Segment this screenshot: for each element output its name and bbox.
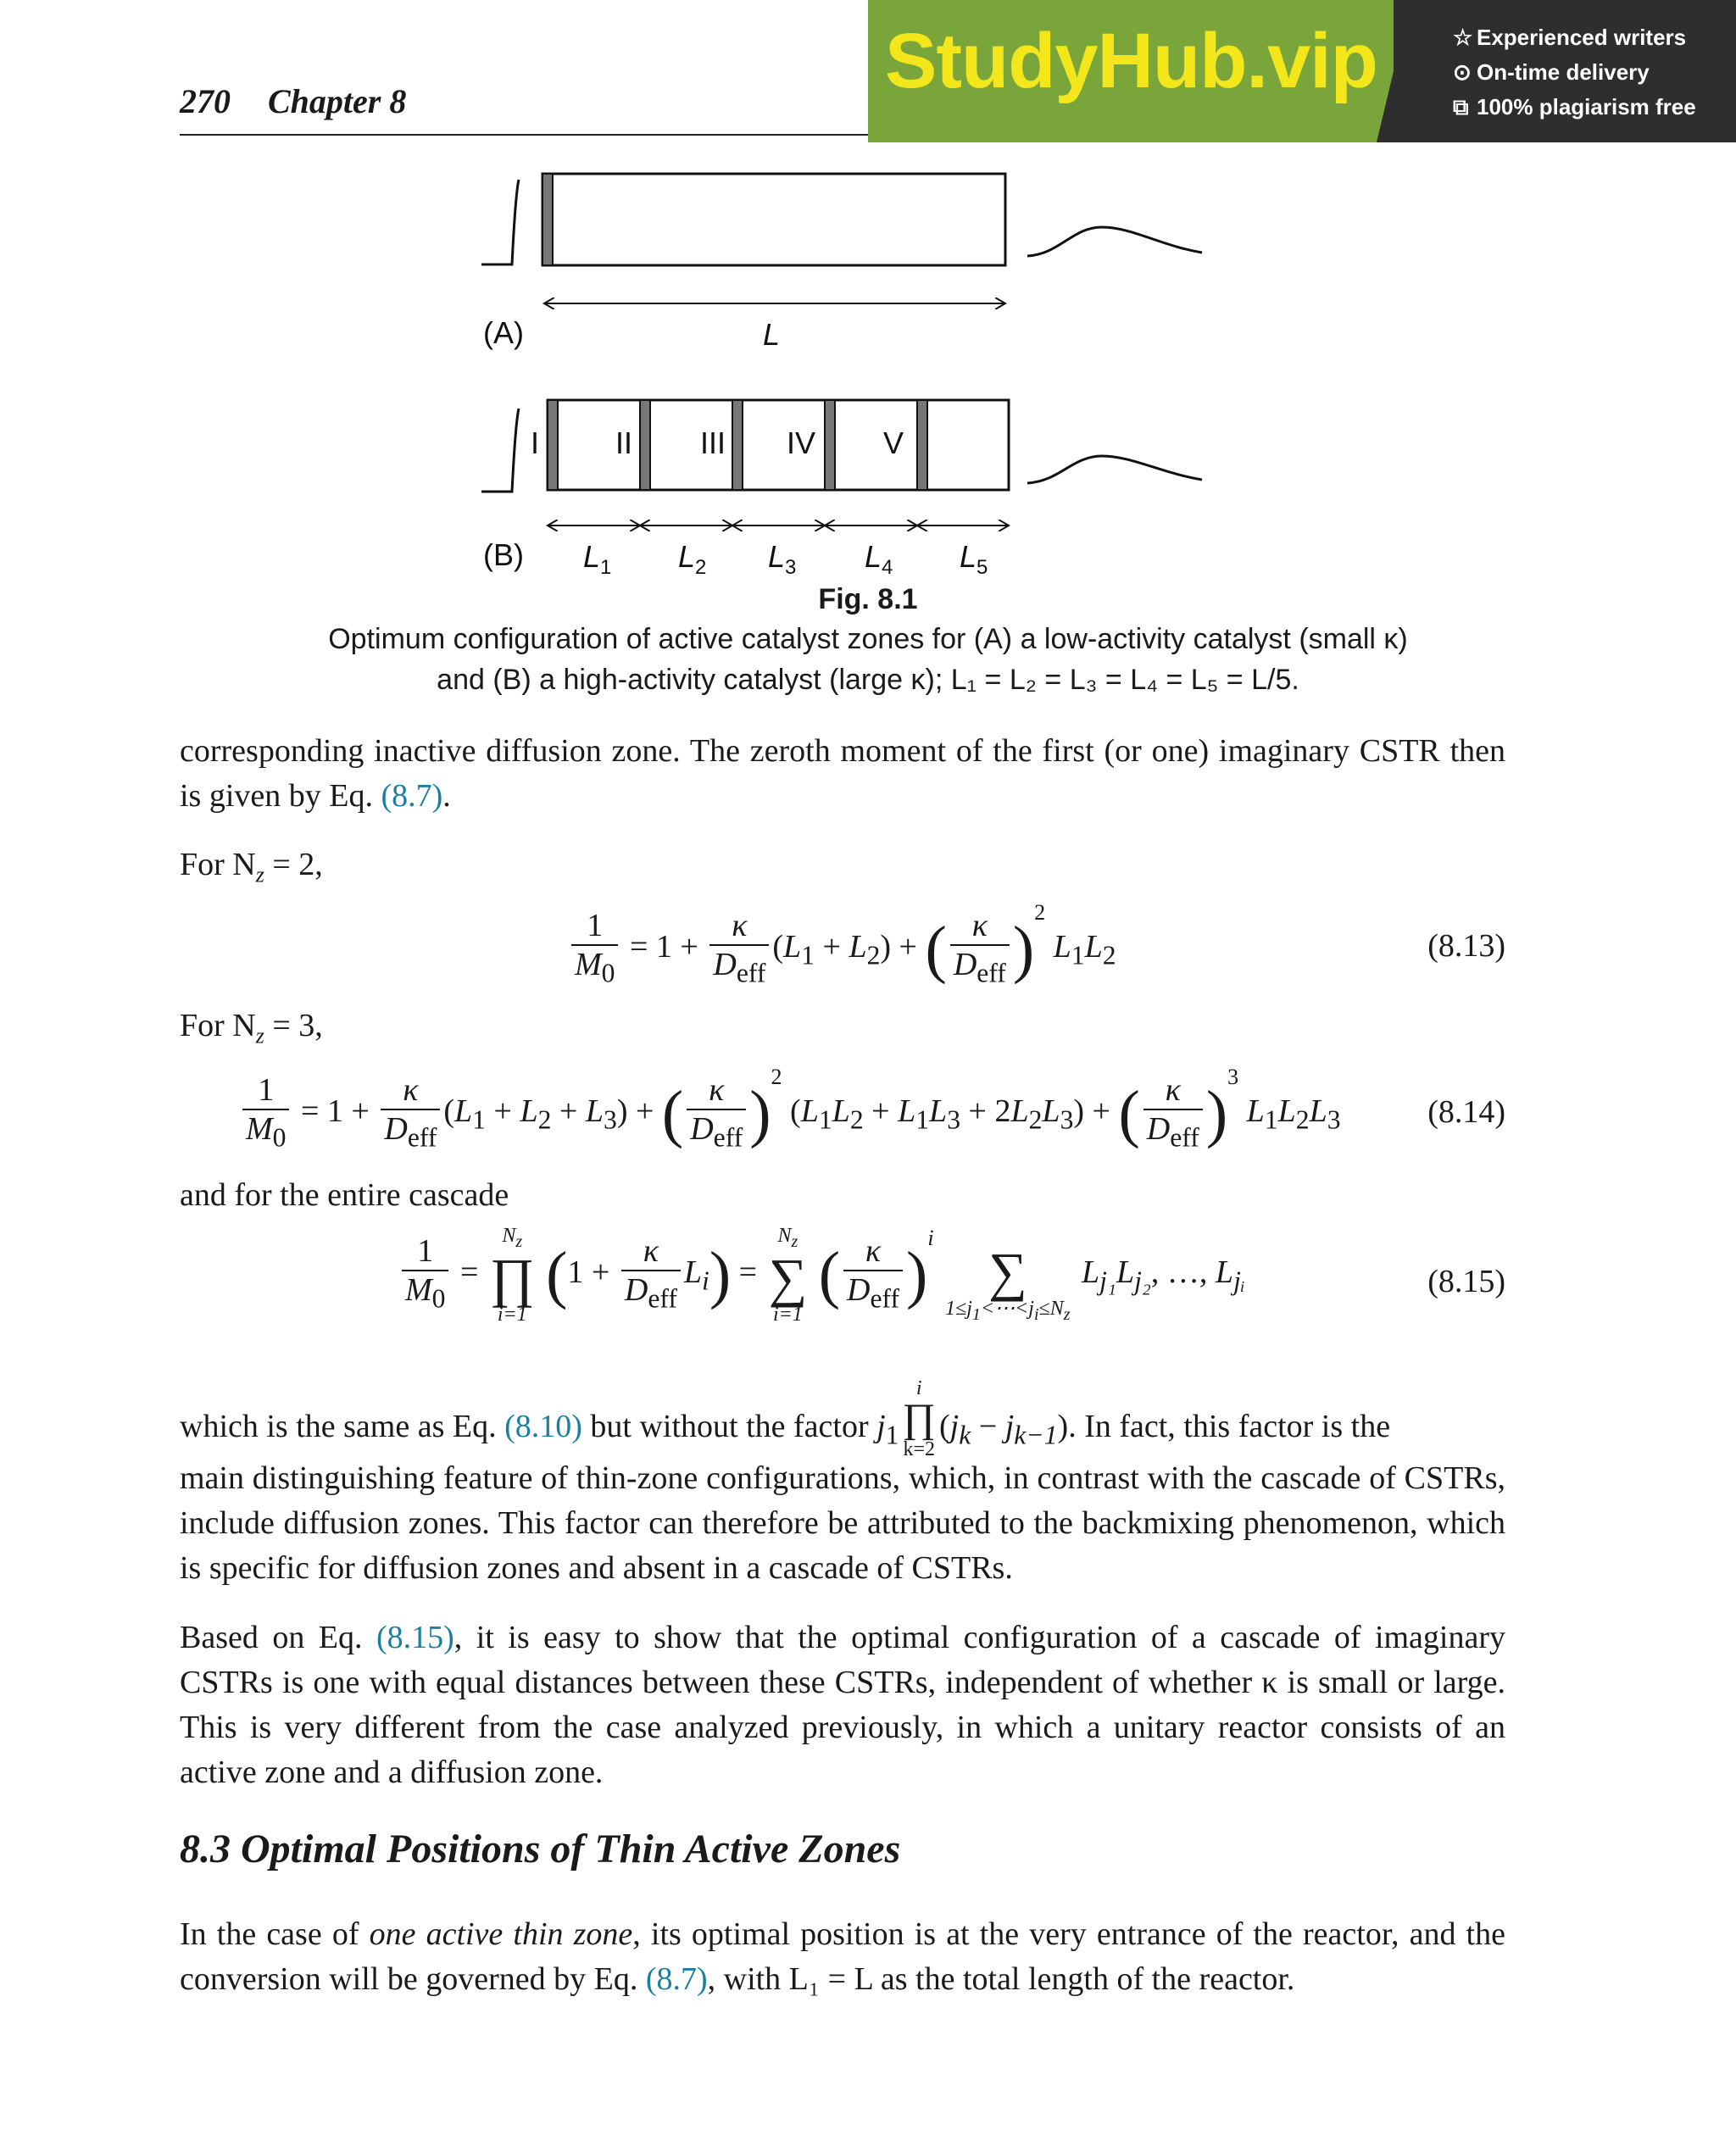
chapter-title: Chapter 8 bbox=[268, 82, 407, 120]
equation-link[interactable]: (8.15) bbox=[376, 1620, 454, 1655]
paragraph: which is the same as Eq. (8.10) but without the factor $j_1$ i ∏ k=2 $(j_k - j_{k-1})$. In fact, this factor is the bbox=[180, 1377, 1391, 1460]
feature-text: Experienced writers bbox=[1477, 25, 1687, 50]
active-zone-3 bbox=[732, 400, 743, 490]
zone-label: II bbox=[615, 425, 633, 460]
section-heading: 8.3 Optimal Positions of Thin Active Zones bbox=[180, 1827, 901, 1871]
paragraph: Based on Eq. (8.15), it is easy to show that the optimal configuration of a cascade of imaginary CSTRs is one with equal distances between these CSTRs, independent of whether κ is small or large. This is very different from the case analyzed previously, in which a unitary reactor consists of an active zone and a diffusion zone. bbox=[180, 1620, 1505, 1790]
copy-icon: ⧉ bbox=[1453, 94, 1469, 120]
panel-a-label: (A) bbox=[483, 315, 524, 350]
segment-length-label: $L_5$ bbox=[960, 539, 988, 580]
active-zone-1 bbox=[548, 400, 558, 490]
panel-a-length-label: L bbox=[763, 317, 781, 352]
segment-length-label: $L_3$ bbox=[768, 539, 797, 580]
equation-link[interactable]: (8.7) bbox=[381, 778, 443, 814]
feature-text: On-time delivery bbox=[1477, 59, 1650, 85]
active-zone-4 bbox=[825, 400, 835, 490]
paragraph: In the case of one active thin zone, its optimal position is at the very entrance of the reactor, and the conversion will be governed by Eq. (8.7), with L₁ = L as the total length of the reactor. bbox=[180, 1916, 1505, 1997]
active-zone-5 bbox=[917, 400, 927, 490]
zone-label: III bbox=[700, 425, 726, 460]
equation-8-13: $\frac{1}{M_0}$ = 1 + $\frac{\kappa}{D_{eff}}$ $(L_1 + L_2)$ + ( $\frac{\kappa}{D_{eff}}$ )$^2$ $L_1L_2$ bbox=[568, 900, 1116, 993]
paragraph-nz2: For $N_z = 2$, bbox=[180, 847, 323, 887]
figure-title: Fig. 8.1 bbox=[818, 583, 918, 615]
segment-length-label: $L_2$ bbox=[678, 539, 707, 580]
equation-8-15: $\frac{1}{M_0}$ = $N_z$ ∏ i=1 (1 + $\frac{\kappa}{D_{eff}}$ $L_i$) = $N_z$ ∑ i=1 ( $\frac{\kappa}{D_{eff}}$ )$^i$ ∑ $1\le j_1<\cdots<j_i\le N_z$ $L_{j_1}L_{j_2}$, …, $L_{jᵢ}$ bbox=[398, 1224, 1245, 1326]
active-zone-2 bbox=[640, 400, 650, 490]
caption-line: Optimum configuration of active catalyst zones for (A) a low-activity catalyst (small κ) bbox=[328, 623, 1408, 655]
equation-link[interactable]: (8.10) bbox=[504, 1409, 582, 1444]
clock-icon: ⊙ bbox=[1453, 59, 1472, 85]
paragraph-cascade: and for the entire cascade bbox=[180, 1177, 509, 1213]
paragraph: corresponding inactive diffusion zone. The zeroth moment of the first (or one) imaginary CSTR then is given by Eq. (8.7). bbox=[180, 733, 1505, 814]
equation-number: (8.15) bbox=[1427, 1264, 1505, 1299]
caption-line: and (B) a high-activity catalyst (large κ); L₁ = L₂ = L₃ = L₄ = L₅ = L/5. bbox=[437, 664, 1299, 696]
segment-length-label: $L_1$ bbox=[583, 539, 612, 580]
page-number: 270 bbox=[180, 82, 231, 120]
paragraph: main distinguishing feature of thin-zone configurations, which, in contrast with the cascade of CSTRs, include diffusion zones. This factor can therefore be attributed to the backmixing phenomenon, which is specific for diffusion zones and absent in a cascade of CSTRs. bbox=[180, 1460, 1505, 1586]
equation-number: (8.13) bbox=[1427, 928, 1505, 964]
output-curve-a bbox=[1027, 227, 1202, 256]
panel-b-label: (B) bbox=[483, 537, 524, 572]
zone-label: V bbox=[883, 425, 904, 460]
output-curve-b bbox=[1027, 456, 1202, 483]
equation-8-14: $\frac{1}{M_0}$ = 1 + $\frac{\kappa}{D_{eff}}$ $(L_1 + L_2 + L_3)$ + ( $\frac{\kappa}{D_{eff}}$ )$^2$ $(L_1L_2 + L_1L_3 + 2L_2L_3)$ + ( $\frac{\kappa}{D_{eff}}$ )$^3$ $L_1L_2L_3$ bbox=[239, 1065, 1341, 1157]
zone-label: I bbox=[531, 425, 540, 460]
paragraph-nz3: For $N_z = 3$, bbox=[180, 1008, 323, 1048]
zone-label: IV bbox=[787, 425, 816, 460]
reactor-a bbox=[542, 174, 1005, 265]
figure-drawing bbox=[0, 0, 1736, 585]
input-pulse-a bbox=[481, 180, 519, 264]
active-zone-a bbox=[542, 174, 553, 265]
figure-caption bbox=[170, 619, 1566, 700]
equation-number: (8.14) bbox=[1427, 1094, 1505, 1130]
input-pulse-b bbox=[481, 409, 519, 492]
feature-text: 100% plagiarism free bbox=[1477, 94, 1696, 120]
segment-length-label: $L_4$ bbox=[865, 539, 893, 580]
star-outline-icon: ☆ bbox=[1453, 25, 1473, 50]
equation-link[interactable]: (8.7) bbox=[645, 1961, 708, 1997]
studyhub-logo[interactable]: StudyHub.vip bbox=[885, 18, 1377, 104]
